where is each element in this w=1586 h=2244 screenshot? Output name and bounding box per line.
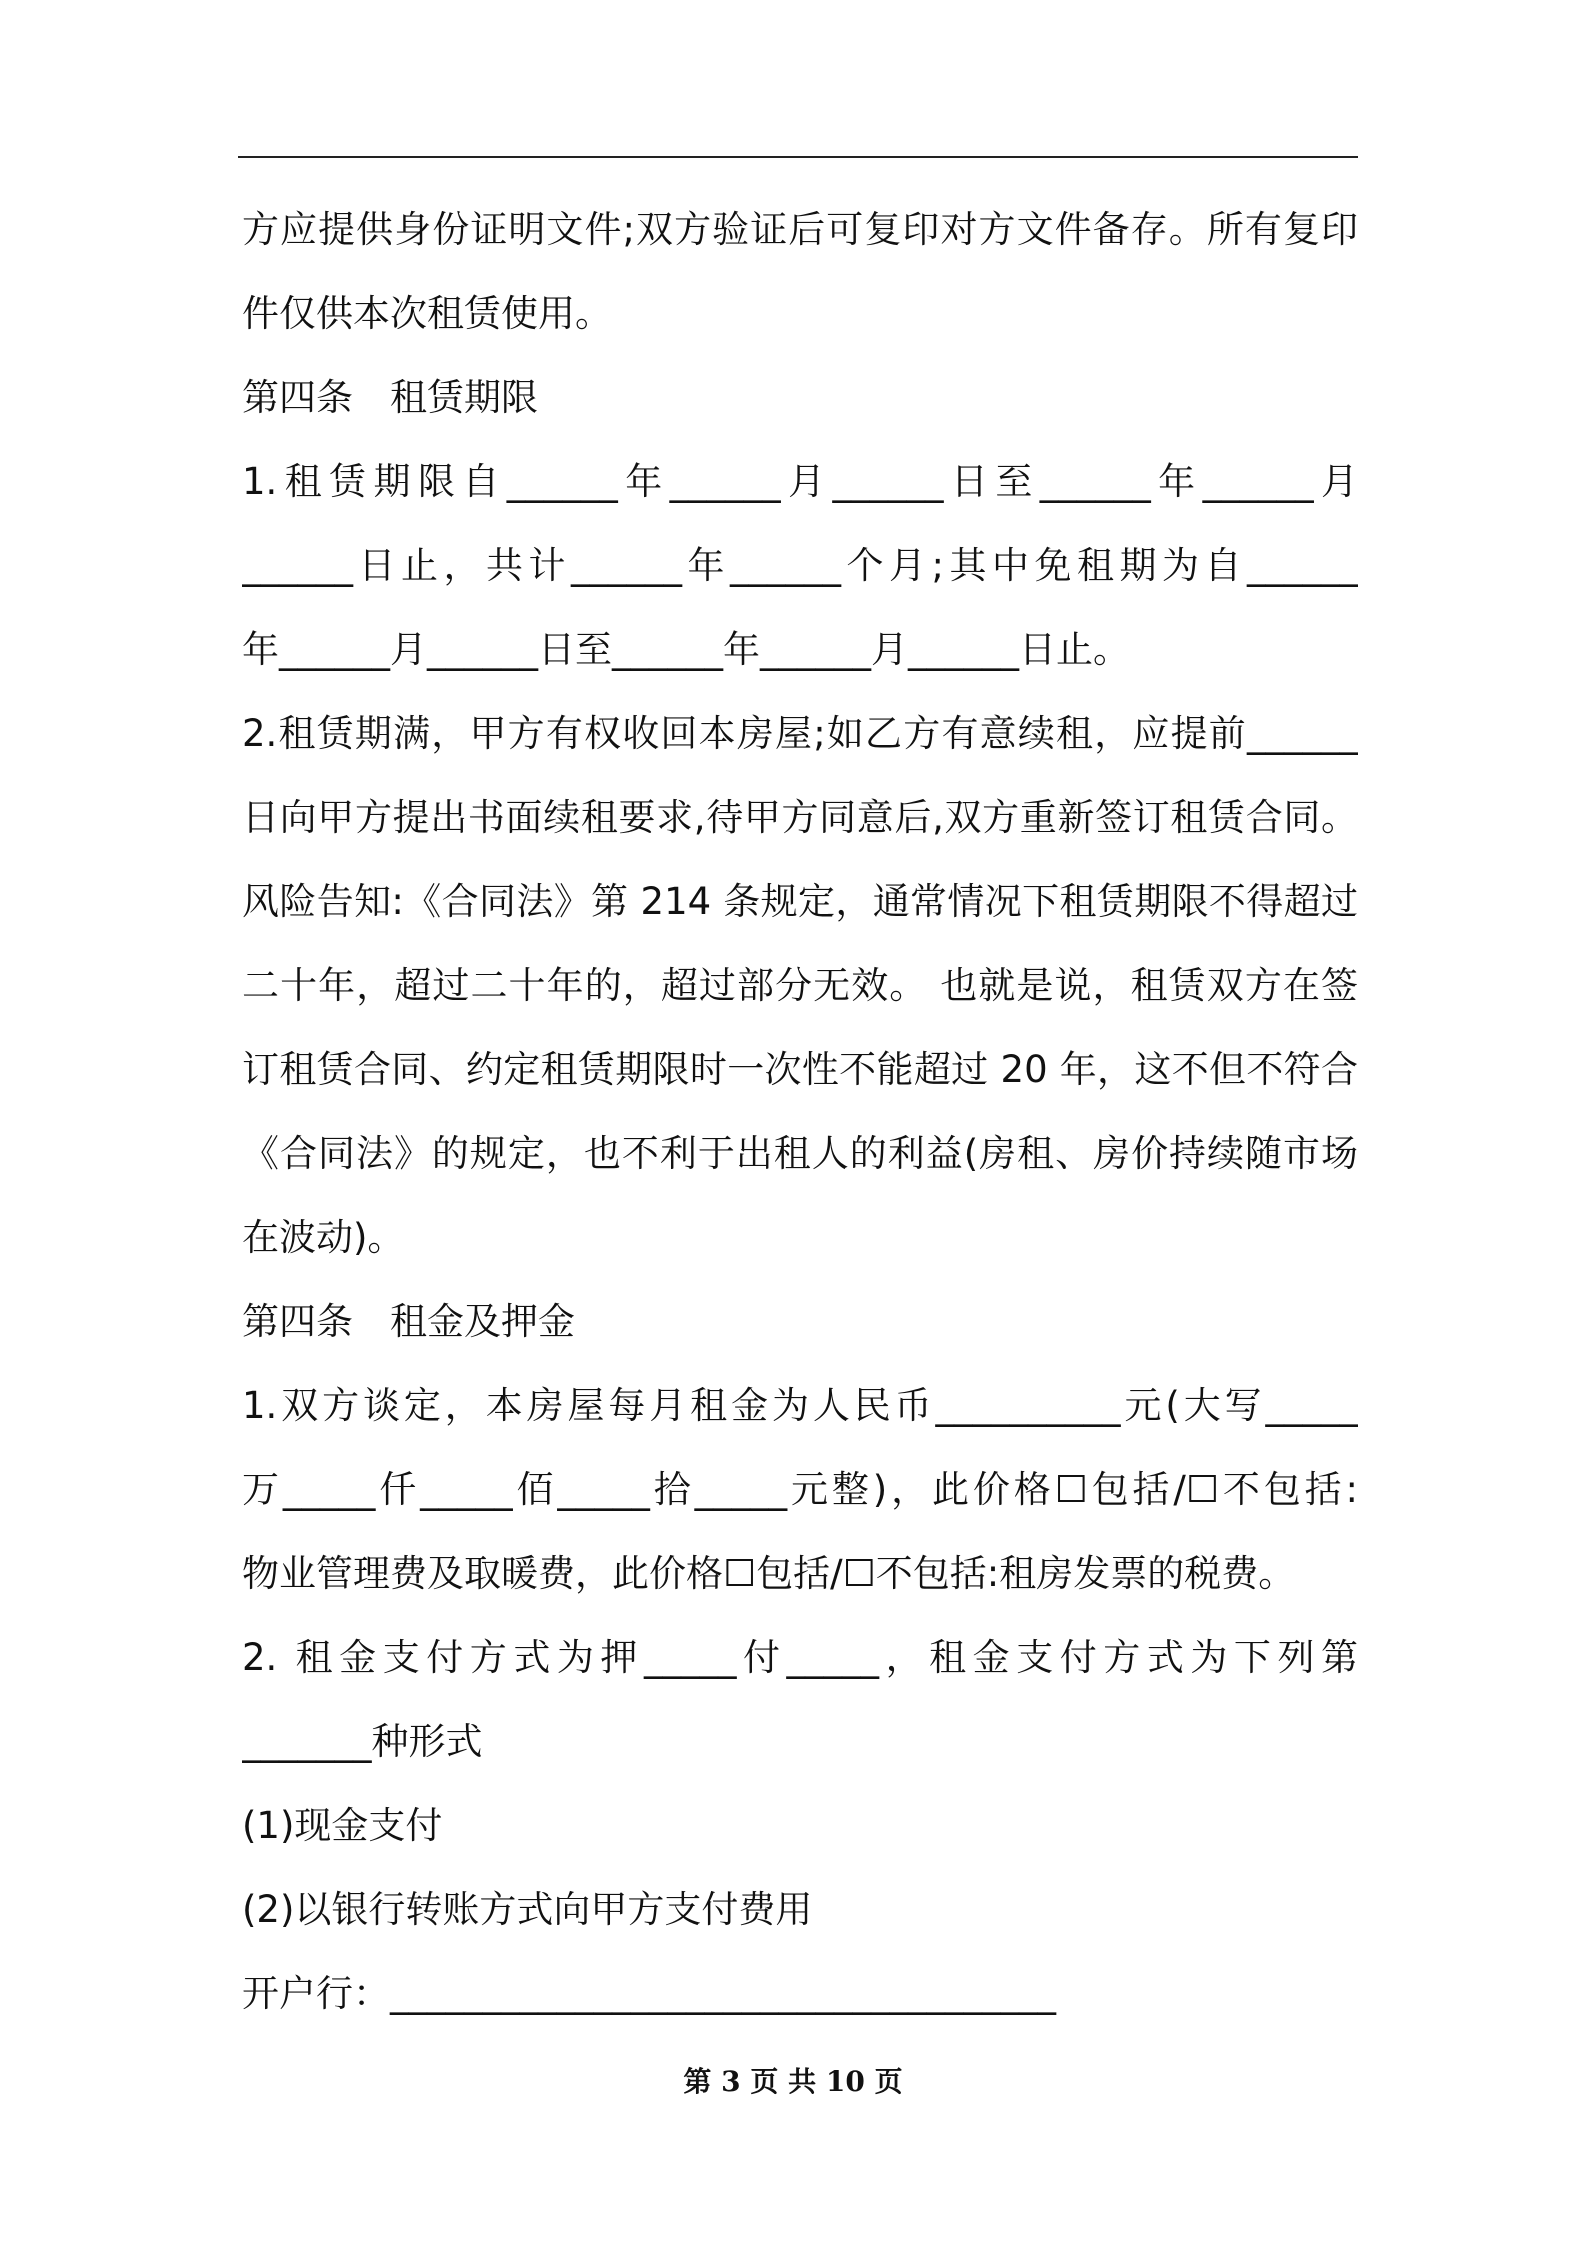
text-line-17: 物业管理费及取暖费，此价格☐包括/☐不包括:租房发票的税费。 [242, 1552, 1296, 1595]
header-rule [238, 156, 1358, 158]
section-heading-lease-term: 第四条 租赁期限 [242, 376, 538, 419]
text-line-16: 万_____仟_____佰_____拾_____元整)，此价格☐包括/☐不包括: [242, 1468, 1358, 1511]
text-line-5: ______日止，共计______年______个月;其中免租期为自______ [242, 544, 1358, 587]
text-line-8: 日向甲方提出书面续租要求,待甲方同意后,双方重新签订租赁合同。 [242, 796, 1358, 839]
page-number-footer: 第 3 页 共 10 页 [683, 2065, 903, 2098]
text-line-21: (2)以银行转账方式向甲方支付费用 [242, 1888, 813, 1931]
text-line-7: 2.租赁期满，甲方有权收回本房屋;如乙方有意续租，应提前______ [242, 712, 1358, 755]
text-line-2: 件仅供本次租赁使用。 [242, 292, 612, 335]
document-body [242, 188, 1358, 2036]
text-line-4: 1.租赁期限自______年______月______日至______年______月 [242, 460, 1358, 503]
text-line-11: 订租赁合同、约定租赁期限时一次性不能超过 20 年，这不但不符合 [242, 1048, 1358, 1091]
text-line-12: 《合同法》的规定，也不利于出租人的利益(房租、房价持续随市场 [242, 1132, 1358, 1175]
text-line-9: 风险告知:《合同法》第 214 条规定，通常情况下租赁期限不得超过 [242, 880, 1358, 923]
text-line-13: 在波动)。 [242, 1216, 405, 1259]
section-heading-rent-deposit: 第四条 租金及押金 [242, 1300, 575, 1343]
text-line-6: 年______月______日至______年______月______日止。 [242, 628, 1130, 671]
text-line-20: (1)现金支付 [242, 1804, 443, 1847]
text-line-15: 1.双方谈定，本房屋每月租金为人民币__________元(大写_____ [242, 1384, 1358, 1427]
text-line-1: 方应提供身份证明文件;双方验证后可复印对方文件备存。所有复印 [242, 208, 1358, 251]
text-line-10: 二十年，超过二十年的，超过部分无效。 也就是说，租赁双方在签 [242, 964, 1358, 1007]
text-line-19: _______种形式 [242, 1720, 483, 1763]
text-line-22: 开户行：____________________________________ [242, 1972, 1056, 2015]
text-line-18: 2. 租金支付方式为押_____付_____，租金支付方式为下列第 [242, 1636, 1358, 1679]
